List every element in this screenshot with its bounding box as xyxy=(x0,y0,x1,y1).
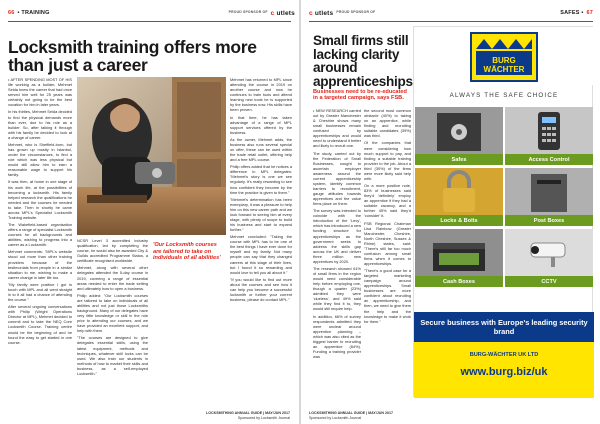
brand-name-line1: BURG xyxy=(492,56,516,65)
sponsor-caption: PROUD SPONSOR OF xyxy=(228,10,268,15)
tile-label: CCTV xyxy=(505,276,593,287)
paragraph: "If you would like to find out more about the courses and see how it can help you become a successful locksmith or further your current business, please do contact MPL." xyxy=(230,276,292,303)
left-sponsor xyxy=(210,6,295,20)
paragraph: NCSR Level 3 accredited industry qualification, led by completing the course, he would also be awarded City & Guilds accredited Programme Status, a certificate recognised worldwide. xyxy=(77,238,148,264)
advert-url-link[interactable]: www.burg.biz/uk xyxy=(460,366,548,378)
paragraph: The survey was intended to coincide with the introduction of the 'Levy', which has introduced a new funding structure for apprenticeships as the government seeks to address the skills gap across the UK and deliver three million new apprentices by 2020. xyxy=(313,208,361,264)
left-page-number: 66 xyxy=(8,10,15,16)
paragraph: the second most common obstacle (40%) to taking on an apprentice, while finding and recruiting suitable candidates (39%) was third. xyxy=(364,108,411,139)
article-column-1 xyxy=(8,77,72,407)
paragraph: Mehmet concluded: "Taking the course with MPL has to be one of the best things I have ever done for myself and my family. Not many people can say that they changed careers at this stage of their lives, but I found it so rewarding and would love to tell you all about it." xyxy=(230,234,292,275)
right-page-number: 67 xyxy=(586,10,593,16)
paragraph: • AFTER SPENDING MOST OF HIS life working as a builder, Mehmet Selda knew the career that had once served him well for 25 years was certainly not going to be the best vocation for him in later years. xyxy=(8,77,72,108)
paragraph: After several ongoing conversations with Philip (Wright Operations Director at MPL), Mehmet decided to commit and to take the NEQ Core Locksmith Course. Training centre would be the beginning of and he found the easy to get started in one course. xyxy=(8,304,72,345)
sponsor-caption: PROUD SPONSOR OF xyxy=(336,10,376,15)
burg-wachter-advert[interactable] xyxy=(413,26,593,397)
cash-box-icon xyxy=(415,229,503,276)
left-section-label: • TRAINING xyxy=(17,10,50,16)
paragraph: In that time, he has taken advantage of a range of MPL support services offered by the business. xyxy=(230,114,292,135)
article-title: Locksmith training offers more than just a career xyxy=(8,37,257,75)
article-title: Small firms still lacking clarity around apprenticeships xyxy=(313,33,413,89)
sponsor-logo xyxy=(271,10,295,17)
article-subtitle: Businesses need to be re-educated in a targeted campaign, says FSB. xyxy=(313,89,407,102)
paragraph: Mehmet has returned to MPL since attending the course in 2019 on another course and now he continues to train tools and attend learning new tools he is supported by the business now. His skills have been proven. xyxy=(230,77,292,113)
paragraph: "The courses are designed to give delegates essential skills, using the latest equipment, methods and techniques, whatever skill locks can be used. We also train our students in methods of how to market their skills and business, as a self-employed Locksmith." xyxy=(77,335,148,376)
locksmith-photo xyxy=(77,77,226,235)
article-column-2 xyxy=(77,238,148,410)
logo-mark-icon: c xyxy=(270,9,275,17)
advert-footer xyxy=(414,312,594,398)
tile-label: Cash Boxes xyxy=(415,276,503,287)
tile-label: Safes xyxy=(415,154,503,165)
footer-title: LOCKSMITHING ANNUAL GUIDE | MAY/JUN 2017 xyxy=(309,411,393,416)
paragraph: As the owner, Mehmet adds, the business also runs several special on offer, these can be used within the trade retail outlet, offering help and a free MPL course. xyxy=(230,136,292,163)
article-column-2 xyxy=(364,108,411,411)
paragraph: "Mehmet's determination has been exemplary, it was a pleasure to help him on this new career path and we look forward to seeing him at every stage, with plenty of scope to build his business and start to expand further." xyxy=(230,196,292,233)
left-header xyxy=(8,6,50,20)
sponsor-logo xyxy=(309,10,333,17)
logo-text: utlets xyxy=(314,9,334,17)
left-footer xyxy=(120,411,290,420)
paragraph: The Wakefield-based organisation offers a range of specialist Locksmith courses for all backgrounds and abilities, wishing to progress into a career as a Locksmith. xyxy=(8,222,72,248)
right-section-label: SAFES • xyxy=(560,10,584,16)
article-photo xyxy=(77,77,226,235)
safe-icon xyxy=(415,107,503,154)
right-sponsor xyxy=(309,6,399,20)
advert-tagline: ALWAYS THE SAFE CHOICE xyxy=(449,92,559,99)
tile-cash-boxes[interactable] xyxy=(415,229,503,287)
footer-title: LOCKSMITHING ANNUAL GUIDE | MAY/JUN 2017 xyxy=(206,411,290,416)
paragraph: Philip offers added that he notices a difference in MPL delegates: "Mehmet's story is one we see regularly. It's really rewarding to see how confident they become by the time the practice is given to them." xyxy=(230,164,292,195)
tile-locks-bolts[interactable] xyxy=(415,168,503,226)
paragraph: On a more positive note, 83% of businesses said they'd 'definitely' employ an apprentice if they had a suitable vacancy, and a further 45% said they'd 'consider' it. xyxy=(364,183,411,219)
paragraph: Of the companies that were considering how much support to pay, and finding a suitable training provider to the job. About a third (30%) of the firms were more likely said help with. xyxy=(364,140,411,181)
cctv-camera-icon xyxy=(505,229,593,276)
padlock-icon xyxy=(415,168,503,215)
paragraph: The study, carried out by the Federation of Small Businesses, sought to ascertain employer awareness around the current apprenticeship system, identify common barriers to recruitment, gauge attitudes towards apprentices and the value firms place on them. xyxy=(313,150,361,207)
paragraph: FSB Regional Chairman Lisa Rainbow (Greater Manchester, Cheshire, North Cheshire, Sussex & Rhine) states, said: "There's still far too much confusion among small firms when it comes to apprenticeships. xyxy=(364,220,411,266)
logo-text: utlets xyxy=(276,9,295,17)
brand-name-line2: WÄCHTER xyxy=(483,65,525,74)
tile-label: Post Boxes xyxy=(505,215,593,226)
pull-quote: 'Our Locksmith courses are tailored to take on individuals of all abilities' xyxy=(153,242,221,262)
right-footer xyxy=(309,411,469,420)
tile-access-control[interactable] xyxy=(505,107,593,165)
article-column-3 xyxy=(230,77,292,410)
footer-sponsor: Sponsored by Locksmith Journal xyxy=(237,415,290,420)
paragraph: The research showed 61% of small firms in the region would need considerable help before employing one, though a quarter (23%) admitted they were 'clueless', and 49% said while they find it to, they would still require help. xyxy=(313,265,361,312)
paragraph: It was then, at home in one stage of his work life, at the possibilities of becoming a locksmith. His family helped research the qualifications he needed and the courses he needed to take. Then in shortly he came across MPL's Specialist Locksmith Training website. xyxy=(8,179,72,220)
paragraph: Mehmet, along with several other delegates attended the 5-day course in 2019, covering a range of essential areas needed to enter the trade setting and ultimately how to open a business. xyxy=(77,265,148,291)
tile-label: Access Control xyxy=(505,154,593,165)
paragraph: In addition, 66% of survey respondents admitted they were unclear around apprentice planning – which was also cited as the biggest barrier to recruiting an apprentice (64%). Funding a training provider was xyxy=(313,313,361,359)
left-page xyxy=(0,0,299,424)
keypad-icon xyxy=(505,107,593,154)
paragraph: "My family were positive I got in touch with MPL and all went straight in to it all had a chance of attending the course." xyxy=(8,281,72,303)
advert-strapline: Secure business with Europe's leading security brand xyxy=(414,312,594,342)
tile-post-boxes[interactable] xyxy=(505,168,593,226)
paragraph: Mehmet comments: "MPL's website stood out more than other training providers because of the testimonials from people in a similar situation to me, wishing to make a career change in later life too. xyxy=(8,249,72,280)
advert-company: BURG-WÄCHTER UK LTD xyxy=(469,352,539,358)
tile-label: Locks & Bolts xyxy=(415,215,503,226)
logo-mark-icon: c xyxy=(309,9,313,17)
post-box-icon xyxy=(505,168,593,215)
tile-cctv[interactable] xyxy=(505,229,593,287)
paragraph: Philip added: "Our Locksmith courses are tailored to take on individuals of all abilities and not just those Locksmiths background. Many of our delegates have very little knowledge or skill in the role prior to attending our courses, and we have provided an excellent support, and help with them. xyxy=(77,292,148,334)
paragraph: "There's a good case for a targeted marketing campaign around apprenticeships. Small businesses are more confident about recruiting an apprenticeship, and then, we need to give them the help and the knowledge to make it work for them." xyxy=(364,268,411,324)
advert-logo-area xyxy=(414,27,594,85)
paragraph: • NEW RESEARCH carried out by Greater Manchester & Cheshire shows many small businesses remain confused by apprenticeships and would need to understand it better and likely to recruit one. xyxy=(313,108,361,149)
tile-safes[interactable] xyxy=(415,107,503,165)
footer-sponsor: Sponsored by Locksmith Journal xyxy=(309,415,362,420)
paragraph: Mehmet, who is Sheffield-born, but has grown up mostly in Istanbul, under the circumstances, to find a role which was less physical but would still allow him to earn a reasonable wage to support his family. xyxy=(8,141,72,178)
header-rule xyxy=(309,21,593,22)
header-rule xyxy=(8,21,291,22)
right-header xyxy=(541,6,593,20)
article-column-1 xyxy=(313,108,361,411)
paragraph: In his thirties, Mehmet Selda decided to find the physical demands more than ever, due to his role as a builder. So, after talking it through with his family he decided to look at a change of career. xyxy=(8,109,72,140)
